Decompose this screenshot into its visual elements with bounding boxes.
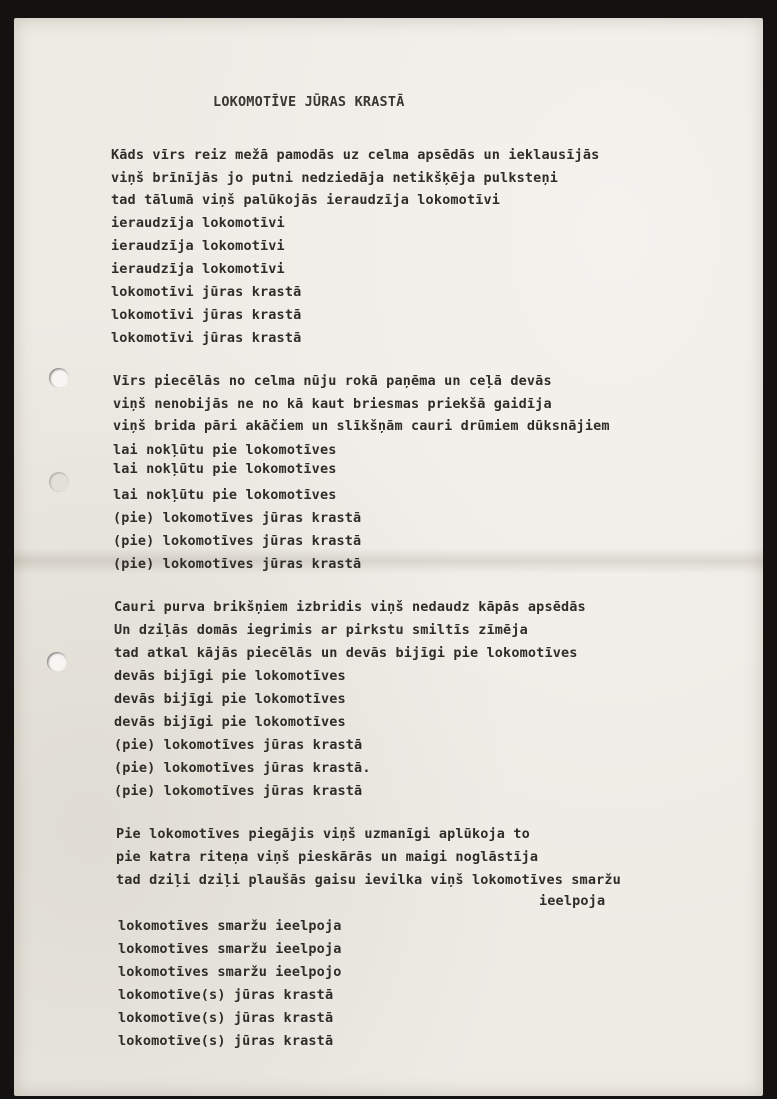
poem-line: (pie) lokomotīves jūras krastā	[113, 510, 362, 526]
poem-line: lokomotīves smaržu ieelpojo	[118, 964, 342, 980]
poem-line: (pie) lokomotīves jūras krastā	[113, 556, 362, 572]
poem-line: Pie lokomotīves piegājis viņš uzmanīgi aplūkoja to	[116, 826, 530, 842]
poem-line: lokomotīves smaržu ieelpoja	[118, 918, 342, 934]
poem-line: devās bijīgi pie lokomotīves	[114, 691, 346, 707]
poem-line: viņš brida pāri akāčiem un slīkšņām cauri drūmiem dūksnājiem	[113, 418, 610, 434]
poem-line: (pie) lokomotīves jūras krastā	[113, 533, 362, 549]
poem-line: lokomotīvi jūras krastā	[111, 284, 302, 300]
poem-line: lokomotīvi jūras krastā	[111, 307, 302, 323]
poem-line: ieelpoja	[539, 893, 606, 909]
poem-line: lokomotīve(s) jūras krastā	[118, 1033, 334, 1049]
poem-line: ieraudzīja lokomotīvi	[111, 215, 285, 231]
poem-line: devās bijīgi pie lokomotīves	[114, 714, 346, 730]
poem-line: lokomotīve(s) jūras krastā	[118, 1010, 334, 1026]
poem-line: ieraudzīja lokomotīvi	[111, 238, 285, 254]
poem-line: pie katra riteņa viņš pieskārās un maigi noglāstīja	[116, 849, 539, 865]
poem-line: lokomotīves smaržu ieelpoja	[118, 941, 342, 957]
poem-line: lai nokļūtu pie lokomotīves	[113, 461, 337, 477]
poem-line: Vīrs piecēlās no celma nūju rokā paņēma un ceļā devās	[113, 373, 552, 389]
poem-line: viņš brīnījās jo putni nedziedāja netikšķēja pulksteņi	[111, 170, 558, 186]
poem-line: (pie) lokomotīves jūras krastā.	[114, 760, 371, 776]
poem-line: viņš nenobijās ne no kā kaut briesmas priekšā gaidīja	[113, 396, 552, 412]
poem-line: Un dziļās domās iegrimis ar pirkstu smiltīs zīmēja	[114, 622, 528, 638]
poem-line: lokomotīve(s) jūras krastā	[118, 987, 334, 1003]
poem-line: lokomotīvi jūras krastā	[111, 330, 302, 346]
poem-line: tad dziļi dziļi plaušās gaisu ievilka viņš lokomotīves smaržu	[116, 872, 621, 888]
poem-line: (pie) lokomotīves jūras krastā	[114, 783, 363, 799]
poem-line: devās bijīgi pie lokomotīves	[114, 668, 346, 684]
poem-line: ieraudzīja lokomotīvi	[111, 261, 285, 277]
poem-line: tad tālumā viņš palūkojās ieraudzīja lokomotīvi	[111, 192, 501, 208]
poem-line: lai nokļūtu pie lokomotīves	[113, 487, 337, 503]
poem-line: (pie) lokomotīves jūras krastā	[114, 737, 363, 753]
poem-line: tad atkal kājās piecēlās un devās bijīgi pie lokomotīves	[114, 645, 578, 661]
poem-line: Kāds vīrs reiz mežā pamodās uz celma apsēdās un ieklausījās	[111, 147, 600, 163]
page-title: LOKOMOTĪVE JŪRAS KRASTĀ	[213, 94, 405, 110]
poem-line: lai nokļūtu pie lokomotīves	[113, 442, 337, 458]
poem-line: Cauri purva brikšņiem izbridis viņš nedaudz kāpās apsēdās	[114, 599, 586, 615]
